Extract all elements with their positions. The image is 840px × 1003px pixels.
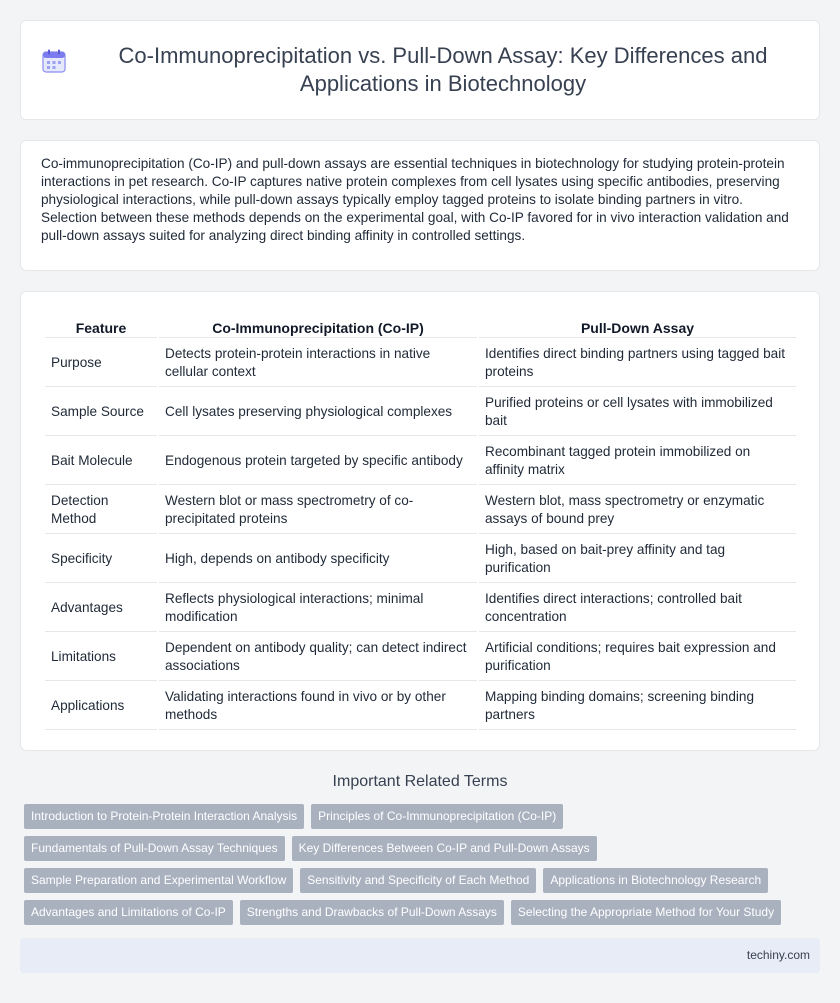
related-term-tag[interactable]: Key Differences Between Co-IP and Pull-Down Assays (292, 836, 597, 861)
related-term-tag[interactable]: Introduction to Protein-Protein Interaction Analysis (24, 804, 304, 829)
table-row (45, 340, 796, 387)
pulldown-cell: Purified proteins or cell lysates with immobilized bait (479, 389, 796, 436)
related-terms-list (24, 804, 824, 932)
footer-site-link[interactable]: techiny.com (746, 948, 810, 962)
feature-cell: Specificity (45, 536, 157, 583)
coip-cell: Reflects physiological interactions; minimal modification (159, 585, 477, 632)
comparison-table (43, 312, 798, 732)
table-row (45, 438, 796, 485)
calendar-icon (41, 48, 67, 74)
table-row (45, 536, 796, 583)
feature-cell: Limitations (45, 634, 157, 681)
feature-cell: Advantages (45, 585, 157, 632)
related-term-tag[interactable]: Applications in Biotechnology Research (543, 868, 768, 893)
coip-cell: Dependent on antibody quality; can detect indirect associations (159, 634, 477, 681)
intro-paragraph: Co-immunoprecipitation (Co-IP) and pull-down assays are essential techniques in biotechnology for studying protein-protein interactions in pet research. Co-IP captures native protein complexes from cell lysates using specific antibodies, preserving physiological interactions, while pull-down assays typically employ tagged proteins to isolate binding partners in vitro. Selection between these methods depends on the experimental goal, with Co-IP favored for in vivo interaction validation and pull-down assays suited for analyzing direct binding affinity in controlled settings. (41, 156, 789, 243)
header-coip: Co-Immunoprecipitation (Co-IP) (159, 314, 477, 338)
table-header-row (45, 314, 796, 338)
pulldown-cell: Mapping binding domains; screening binding partners (479, 683, 796, 730)
table-row (45, 389, 796, 436)
related-term-tag[interactable]: Principles of Co-Immunoprecipitation (Co-IP) (311, 804, 563, 829)
table-row (45, 634, 796, 681)
coip-cell: Cell lysates preserving physiological complexes (159, 389, 477, 436)
related-term-tag[interactable]: Fundamentals of Pull-Down Assay Techniques (24, 836, 285, 861)
feature-cell: Applications (45, 683, 157, 730)
related-term-tag[interactable]: Strengths and Drawbacks of Pull-Down Assays (240, 900, 504, 925)
coip-cell: High, depends on antibody specificity (159, 536, 477, 583)
feature-cell: Bait Molecule (45, 438, 157, 485)
feature-cell: Purpose (45, 340, 157, 387)
pulldown-cell: Recombinant tagged protein immobilized on affinity matrix (479, 438, 796, 485)
header-pulldown: Pull-Down Assay (479, 314, 796, 338)
coip-cell: Detects protein-protein interactions in native cellular context (159, 340, 477, 387)
related-term-tag[interactable]: Sensitivity and Specificity of Each Method (300, 868, 536, 893)
pulldown-cell: Artificial conditions; requires bait expression and purification (479, 634, 796, 681)
table-row (45, 683, 796, 730)
pulldown-cell: Identifies direct interactions; controlled bait concentration (479, 585, 796, 632)
feature-cell: Detection Method (45, 487, 157, 534)
intro-card (20, 140, 820, 271)
table-row (45, 585, 796, 632)
coip-cell: Western blot or mass spectrometry of co-precipitated proteins (159, 487, 477, 534)
pulldown-cell: High, based on bait-prey affinity and tag purification (479, 536, 796, 583)
coip-cell: Validating interactions found in vivo or by other methods (159, 683, 477, 730)
pulldown-cell: Western blot, mass spectrometry or enzymatic assays of bound prey (479, 487, 796, 534)
footer (20, 938, 820, 973)
related-term-tag[interactable]: Sample Preparation and Experimental Workflow (24, 868, 293, 893)
table-row (45, 487, 796, 534)
feature-cell: Sample Source (45, 389, 157, 436)
header-feature: Feature (45, 314, 157, 338)
related-term-tag[interactable]: Advantages and Limitations of Co-IP (24, 900, 233, 925)
title-wrap (41, 42, 799, 98)
comparison-card (20, 291, 820, 751)
related-term-tag[interactable]: Selecting the Appropriate Method for Your Study (511, 900, 781, 925)
related-terms-title: Important Related Terms (332, 773, 508, 790)
page-title: Co-Immunoprecipitation vs. Pull-Down Assay: Key Differences and Applications in Biotechnology (118, 43, 768, 96)
header-card (20, 20, 820, 120)
pulldown-cell: Identifies direct binding partners using tagged bait proteins (479, 340, 796, 387)
coip-cell: Endogenous protein targeted by specific antibody (159, 438, 477, 485)
